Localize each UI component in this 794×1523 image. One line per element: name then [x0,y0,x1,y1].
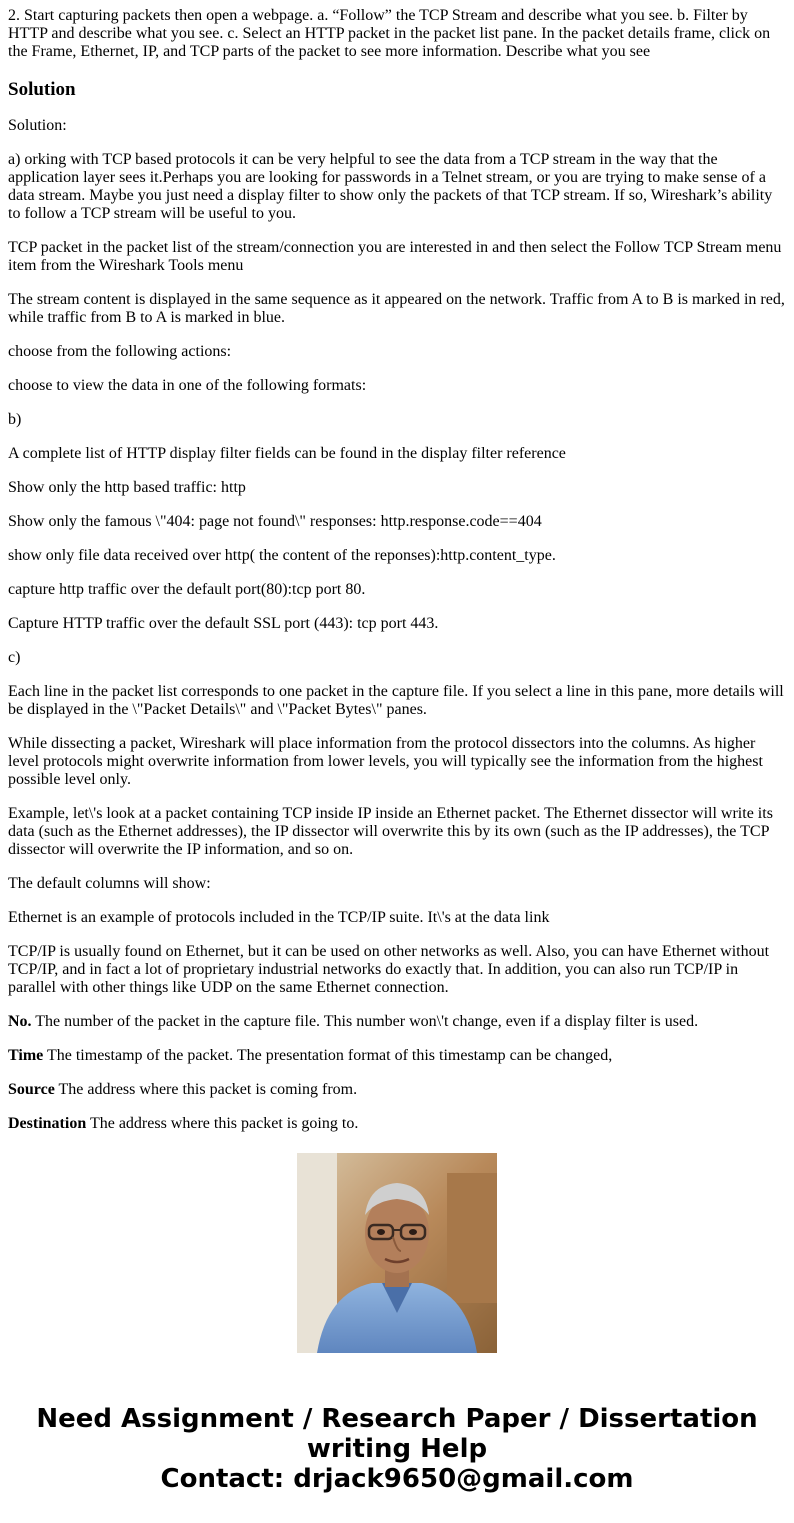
promo-line: Need Assignment / Research Paper / Dissertation [36,1404,758,1434]
paragraph: The stream content is displayed in the same sequence as it appeared on the network. Traffic from A to B is marked in red, while traffic from B to A is marked in blue. [8,291,785,326]
paragraph: TCP/IP is usually found on Ethernet, but it can be used on other networks as well. Also, you can have Ethernet without TCP/IP, and in fact a lot of proprietary industrial networks do exactly that. In addition, you can also run TCP/IP in parallel with other things like UDP on the same Ethernet connection. [8,943,770,996]
paragraph: choose from the following actions: [8,343,232,360]
paragraph: Solution: [8,117,67,134]
paragraph: While dissecting a packet, Wireshark will place information from the protocol dissectors into the columns. As higher level protocols might overwrite information from lower levels, you will typically see the information from the highest possible level only. [8,735,763,788]
paragraph: The default columns will show: [8,875,211,892]
paragraph: TCP packet in the packet list of the stream/connection you are interested in and then select the Follow TCP Stream menu item from the Wireshark Tools menu [8,239,782,274]
paragraph: Show only the famous \"404: page not found\" responses: http.response.code==404 [8,513,542,530]
definition-item [8,1013,786,1031]
definition-text: The address where this packet is going to. [86,1115,359,1132]
paragraph: Ethernet is an example of protocols included in the TCP/IP suite. It\'s at the data link [8,909,550,926]
paragraph: Example, let\'s look at a packet containing TCP inside IP inside an Ethernet packet. The Ethernet dissector will write its data (such as the Ethernet addresses), the IP dissector will overwrite this by its own (such as the IP addresses), the TCP dissector will overwrite the IP information, and so on. [8,805,773,858]
promo-contact: Contact: drjack9650@gmail.com [160,1464,634,1494]
definition-item [8,1115,786,1133]
definition-term: Destination [8,1115,87,1132]
avatar-portrait-image [297,1153,497,1353]
paragraph: choose to view the data in one of the following formats: [8,377,367,394]
definition-term: No. [8,1013,32,1030]
definition-text: The address where this packet is coming from. [54,1081,358,1098]
definition-item [8,1081,786,1099]
question-text: 2. Start capturing packets then open a webpage. a. “Follow” the TCP Stream and describe what you see. b. Filter by HTTP and describe what you see. c. Select an HTTP packet in the packet list pane. In the packet details frame, click on the Frame, Ethernet, IP, and TCP parts of the packet to see more information. Describe what you see [8,7,771,60]
paragraph: show only file data received over http( the content of the reponses):http.content_type. [8,547,556,564]
definition-text: The number of the packet in the capture file. This number won\'t change, even if a display filter is used. [31,1013,699,1030]
promo-banner [0,1404,794,1494]
definition-term: Source [8,1081,55,1098]
paragraph: Show only the http based traffic: http [8,479,246,496]
definition-text: The timestamp of the packet. The presentation format of this timestamp can be changed, [43,1047,613,1064]
definition-item [8,1047,786,1065]
document-body [8,0,786,1132]
paragraph: Each line in the packet list corresponds to one packet in the capture file. If you select a line in this pane, more details will be displayed in the \"Packet Details\" and \"Packet Bytes\" panes. [8,683,784,718]
paragraph: c) [8,649,21,666]
paragraph: b) [8,411,22,428]
promo-line: writing Help [306,1434,488,1464]
paragraph: Capture HTTP traffic over the default SSL port (443): tcp port 443. [8,615,439,632]
definition-term: Time [8,1047,44,1064]
avatar [297,1153,497,1353]
paragraph: a) orking with TCP based protocols it can be very helpful to see the data from a TCP stream in the way that the application layer sees it.Perhaps you are looking for passwords in a Telnet stream, or you are trying to make sense of a data stream. Maybe you just need a display filter to show only the packets of that TCP stream. If so, Wireshark’s ability to follow a TCP stream will be useful to you. [8,151,773,222]
solution-heading: Solution [8,79,76,100]
paragraph: A complete list of HTTP display filter fields can be found in the display filter reference [8,445,566,462]
paragraph: capture http traffic over the default port(80):tcp port 80. [8,581,366,598]
